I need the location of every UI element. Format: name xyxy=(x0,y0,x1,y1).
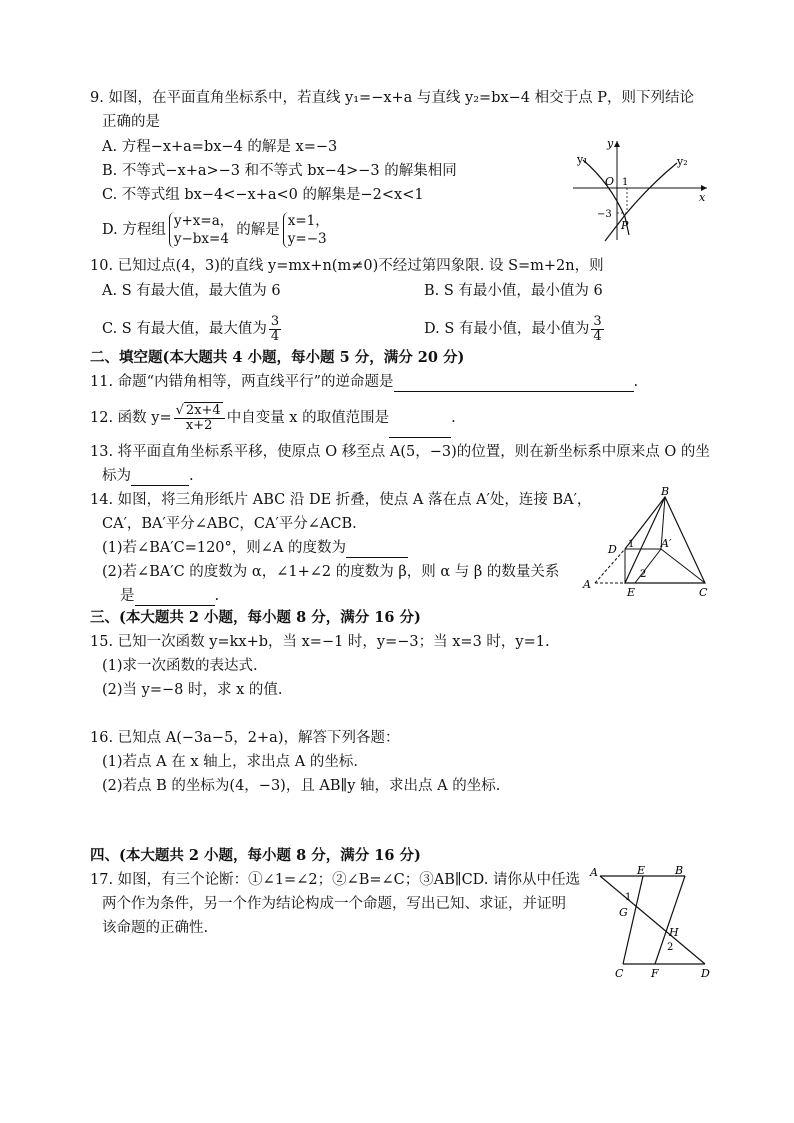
q12-denominator: x+2 xyxy=(185,417,213,433)
q14-part2b-text: 是 xyxy=(120,588,135,604)
q10-c-denominator: 4 xyxy=(270,328,280,344)
section-4-heading: 四、(本大题共 2 小题，每小题 8 分，满分 16 分) xyxy=(90,847,421,864)
q16-stem: 16. 已知点 A(−3a−5，2+a)，解答下列各题： xyxy=(90,730,400,746)
q17-label-2: 2 xyxy=(667,942,674,953)
q9-label-x: x xyxy=(699,191,706,204)
q14-part2b xyxy=(102,586,219,606)
q11-answer-blank[interactable] xyxy=(394,375,634,392)
q10-option-d xyxy=(424,312,606,346)
q14-label-2: 2 xyxy=(640,569,647,580)
q17-line1: 17. 如图，有三个论断：①∠1=∠2；②∠B=∠C；③AB∥CD. 请你从中任选 xyxy=(90,872,581,888)
q9-option-d-mid: 的解是 xyxy=(236,222,280,238)
q17-label-1: 1 xyxy=(625,892,632,903)
q9-label-y2: y₂ xyxy=(677,155,688,168)
q14-line1: 14. 如图，将三角形纸片 ABC 沿 DE 折叠，使点 A 落在点 A′处，连接 BA′， xyxy=(90,492,592,508)
q9-line-y2 xyxy=(605,163,677,241)
q14-label-aprime: A′ xyxy=(661,537,672,550)
q10-stem: 10. 已知过点(4，3)的直线 y=mx+n(m≠0)不经过第四象限. 设 S=m+2n，则 xyxy=(90,258,604,274)
q12-numerator: √ 2x+4 xyxy=(174,404,225,419)
q10-option-c-text: C. S 有最大值，最大值为 xyxy=(102,321,267,337)
q14-label-e: E xyxy=(627,586,636,599)
q10-option-d-text: D. S 有最小值，最小值为 xyxy=(424,321,590,337)
section-2-heading: 二、填空题(本大题共 4 小题，每小题 5 分，满分 20 分) xyxy=(90,349,465,366)
q17-line2: 两个作为条件，另一个作为结论构成一个命题，写出已知、求证，并证明 xyxy=(102,896,566,912)
q17-label-e: E xyxy=(637,864,646,877)
q14-label-c: C xyxy=(699,586,708,599)
q14-part1-text: (1)若∠BA′C=120°，则∠A 的度数为 xyxy=(102,540,347,556)
q9-coordinate-figure xyxy=(565,135,715,245)
q17-label-f: F xyxy=(651,967,659,980)
q9-label-1: 1 xyxy=(622,177,629,188)
q14-label-a: A xyxy=(583,578,591,591)
q12-fraction xyxy=(174,404,225,433)
q14-seg-ac xyxy=(661,549,705,583)
q13-line2-text: 标为 xyxy=(102,468,131,484)
section-3-heading: 三、(本大题共 2 小题，每小题 8 分，满分 16 分) xyxy=(90,609,421,626)
q15-stem: 15. 已知一次函数 y=kx+b，当 x=−1 时，y=−3；当 x=3 时，y=1. xyxy=(90,634,550,650)
q9-label-o: O xyxy=(605,175,615,188)
q9-solution-eq1: x=1， xyxy=(287,213,329,229)
q17-parallel-lines-figure xyxy=(585,862,715,982)
q9-option-a: A. 方程−x+a=bx−4 的解是 x=−3 xyxy=(102,139,338,155)
q15-part2: (2)当 y=−8 时，求 x 的值. xyxy=(102,682,283,698)
q9-y-arrow xyxy=(614,141,620,147)
q9-stem-line1: 9. 如图，在平面直角坐标系中，若直线 y₁=−x+a 与直线 y₂=bx−4 相交于点 P，则下列结论 xyxy=(90,90,695,106)
q14-part2: (2)若∠BA′C 的度数为 α，∠1+∠2 的度数为 β，则 α 与 β 的数量关系 xyxy=(102,564,560,580)
q17-label-h: H xyxy=(669,926,679,939)
q12-end: . xyxy=(451,410,456,426)
q12-radicand: 2x+4 xyxy=(185,402,221,418)
q16-part2: (2)若点 B 的坐标为(4，−3)，且 AB∥y 轴，求出点 A 的坐标. xyxy=(102,778,501,794)
q17-line-ec xyxy=(623,876,643,964)
q9-stem-line2: 正确的是 xyxy=(102,114,160,130)
q11-end: . xyxy=(633,374,639,390)
q14-end: . xyxy=(214,588,220,604)
q9-option-d-solution xyxy=(283,212,329,248)
q12 xyxy=(90,398,456,438)
q9-option-b: B. 不等式−x+a>−3 和不等式 bx−4>−3 的解集相同 xyxy=(102,163,457,179)
q9-solution-eq2: y=−3 xyxy=(287,231,327,247)
q14-label-1: 1 xyxy=(628,539,635,550)
q14-line2: CA′，BA′平分∠ABC，CA′平分∠ACB. xyxy=(102,516,357,532)
q10-c-numerator: 3 xyxy=(270,313,280,329)
q9-system-eq2: y−bx=4 xyxy=(173,231,229,247)
q13-line2 xyxy=(102,466,194,486)
q10-option-c xyxy=(102,312,283,346)
q14-triangle-figure xyxy=(575,485,715,605)
q10-option-d-fraction xyxy=(591,315,603,344)
q9-option-d xyxy=(102,212,332,248)
q9-label-y1: y₁ xyxy=(577,153,588,166)
q14-part2-blank[interactable] xyxy=(135,589,215,606)
q12-post: 中自变量 x 的取值范围是 xyxy=(226,410,390,426)
q12-prefix: 12. 函数 y= xyxy=(90,410,172,426)
q17-label-c: C xyxy=(615,967,624,980)
q11 xyxy=(90,372,638,392)
q9-label-minus3: −3 xyxy=(597,209,612,220)
q17-label-d: D xyxy=(701,967,710,980)
q14-label-b: B xyxy=(661,485,670,498)
q14-label-d: D xyxy=(608,543,617,556)
q10-option-a: A. S 有最大值，最大值为 6 xyxy=(102,283,281,299)
q9-system-eq1: y+x=a， xyxy=(173,213,234,229)
q17-label-b: B xyxy=(675,864,684,877)
q12-answer-blank[interactable] xyxy=(389,421,451,438)
q10-option-c-fraction xyxy=(269,315,281,344)
q11-stem: 11. 命题“内错角相等，两直线平行”的逆命题是 xyxy=(90,374,394,390)
q9-label-p: P xyxy=(621,219,629,232)
q9-option-d-prefix: D. 方程组 xyxy=(102,222,166,238)
q10-d-numerator: 3 xyxy=(593,313,602,329)
q13-end: . xyxy=(189,468,194,484)
q17-label-a: A xyxy=(590,866,598,879)
q17-line-ad xyxy=(600,876,705,964)
q9-option-d-system xyxy=(169,212,233,248)
q17-label-g: G xyxy=(619,906,628,919)
q10-d-denominator: 4 xyxy=(593,328,602,344)
q15-part1: (1)求一次函数的表达式. xyxy=(102,658,258,674)
q9-option-c: C. 不等式组 bx−4<−x+a<0 的解集是−2<x<1 xyxy=(102,187,424,203)
q14-part1 xyxy=(102,538,408,558)
q14-part1-blank[interactable] xyxy=(346,541,408,558)
q13-answer-blank[interactable] xyxy=(131,469,189,486)
q13-line1: 13. 将平面直角坐标系平移，使原点 O 移至点 A(5，−3)的位置，则在新坐标系中原来点 O 的坐 xyxy=(90,444,710,460)
q16-part1: (1)若点 A 在 x 轴上，求出点 A 的坐标. xyxy=(102,754,358,770)
q9-label-y: y xyxy=(607,137,614,150)
q10-option-b: B. S 有最小值，最小值为 6 xyxy=(424,283,603,299)
q17-line3: 该命题的正确性. xyxy=(102,920,209,936)
